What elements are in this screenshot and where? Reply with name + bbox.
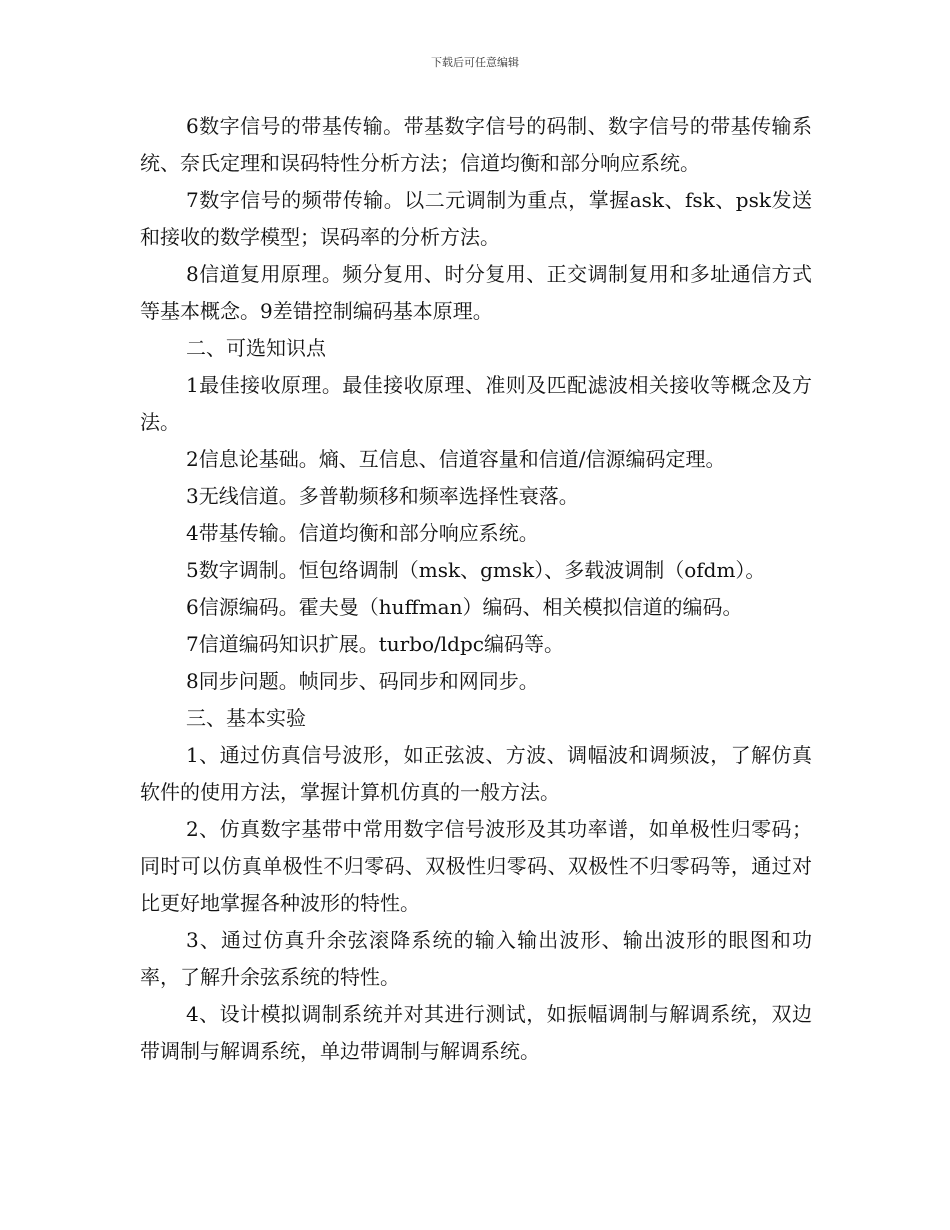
paragraph: 8信道复用原理。频分复用、时分复用、正交调制复用和多址通信方式等基本概念。9差错控制编码基本原理。 [140,262,812,323]
section-heading: 二、可选知识点 [186,336,326,360]
page-header: 下载后可任意编辑 [431,56,519,69]
section-heading: 三、基本实验 [186,706,306,730]
paragraph: 3、通过仿真升余弦滚降系统的输入输出波形、输出波形的眼图和功率，了解升余弦系统的特性。 [140,928,812,989]
paragraph: 7数字信号的频带传输。以二元调制为重点，掌握ask、fsk、psk发送和接收的数学模型；误码率的分析方法。 [140,188,812,249]
paragraph: 5数字调制。恒包络调制（msk、gmsk）、多载波调制（ofdm）。 [186,558,766,582]
paragraph: 6数字信号的带基传输。带基数字信号的码制、数字信号的带基传输系统、奈氏定理和误码特性分析方法；信道均衡和部分响应系统。 [140,114,812,175]
paragraph: 8同步问题。帧同步、码同步和网同步。 [186,669,539,693]
paragraph: 2、仿真数字基带中常用数字信号波形及其功率谱，如单极性归零码；同时可以仿真单极性不归零码、双极性归零码、双极性不归零码等，通过对比更好地掌握各种波形的特性。 [140,817,812,915]
paragraph: 1、通过仿真信号波形，如正弦波、方波、调幅波和调频波，了解仿真软件的使用方法，掌握计算机仿真的一般方法。 [140,743,812,804]
paragraph: 4、设计模拟调制系统并对其进行测试，如振幅调制与解调系统，双边带调制与解调系统，单边带调制与解调系统。 [140,1002,812,1063]
document-body [140,108,812,1070]
paragraph: 2信息论基础。熵、互信息、信道容量和信道/信源编码定理。 [186,447,726,471]
paragraph: 7信道编码知识扩展。turbo/ldpc编码等。 [186,632,564,656]
paragraph: 1最佳接收原理。最佳接收原理、准则及匹配滤波相关接收等概念及方法。 [140,373,812,434]
paragraph: 4带基传输。信道均衡和部分响应系统。 [186,521,539,545]
paragraph: 6信源编码。霍夫曼（huffman）编码、相关模拟信道的编码。 [186,595,743,619]
paragraph: 3无线信道。多普勒频移和频率选择性衰落。 [186,484,579,508]
